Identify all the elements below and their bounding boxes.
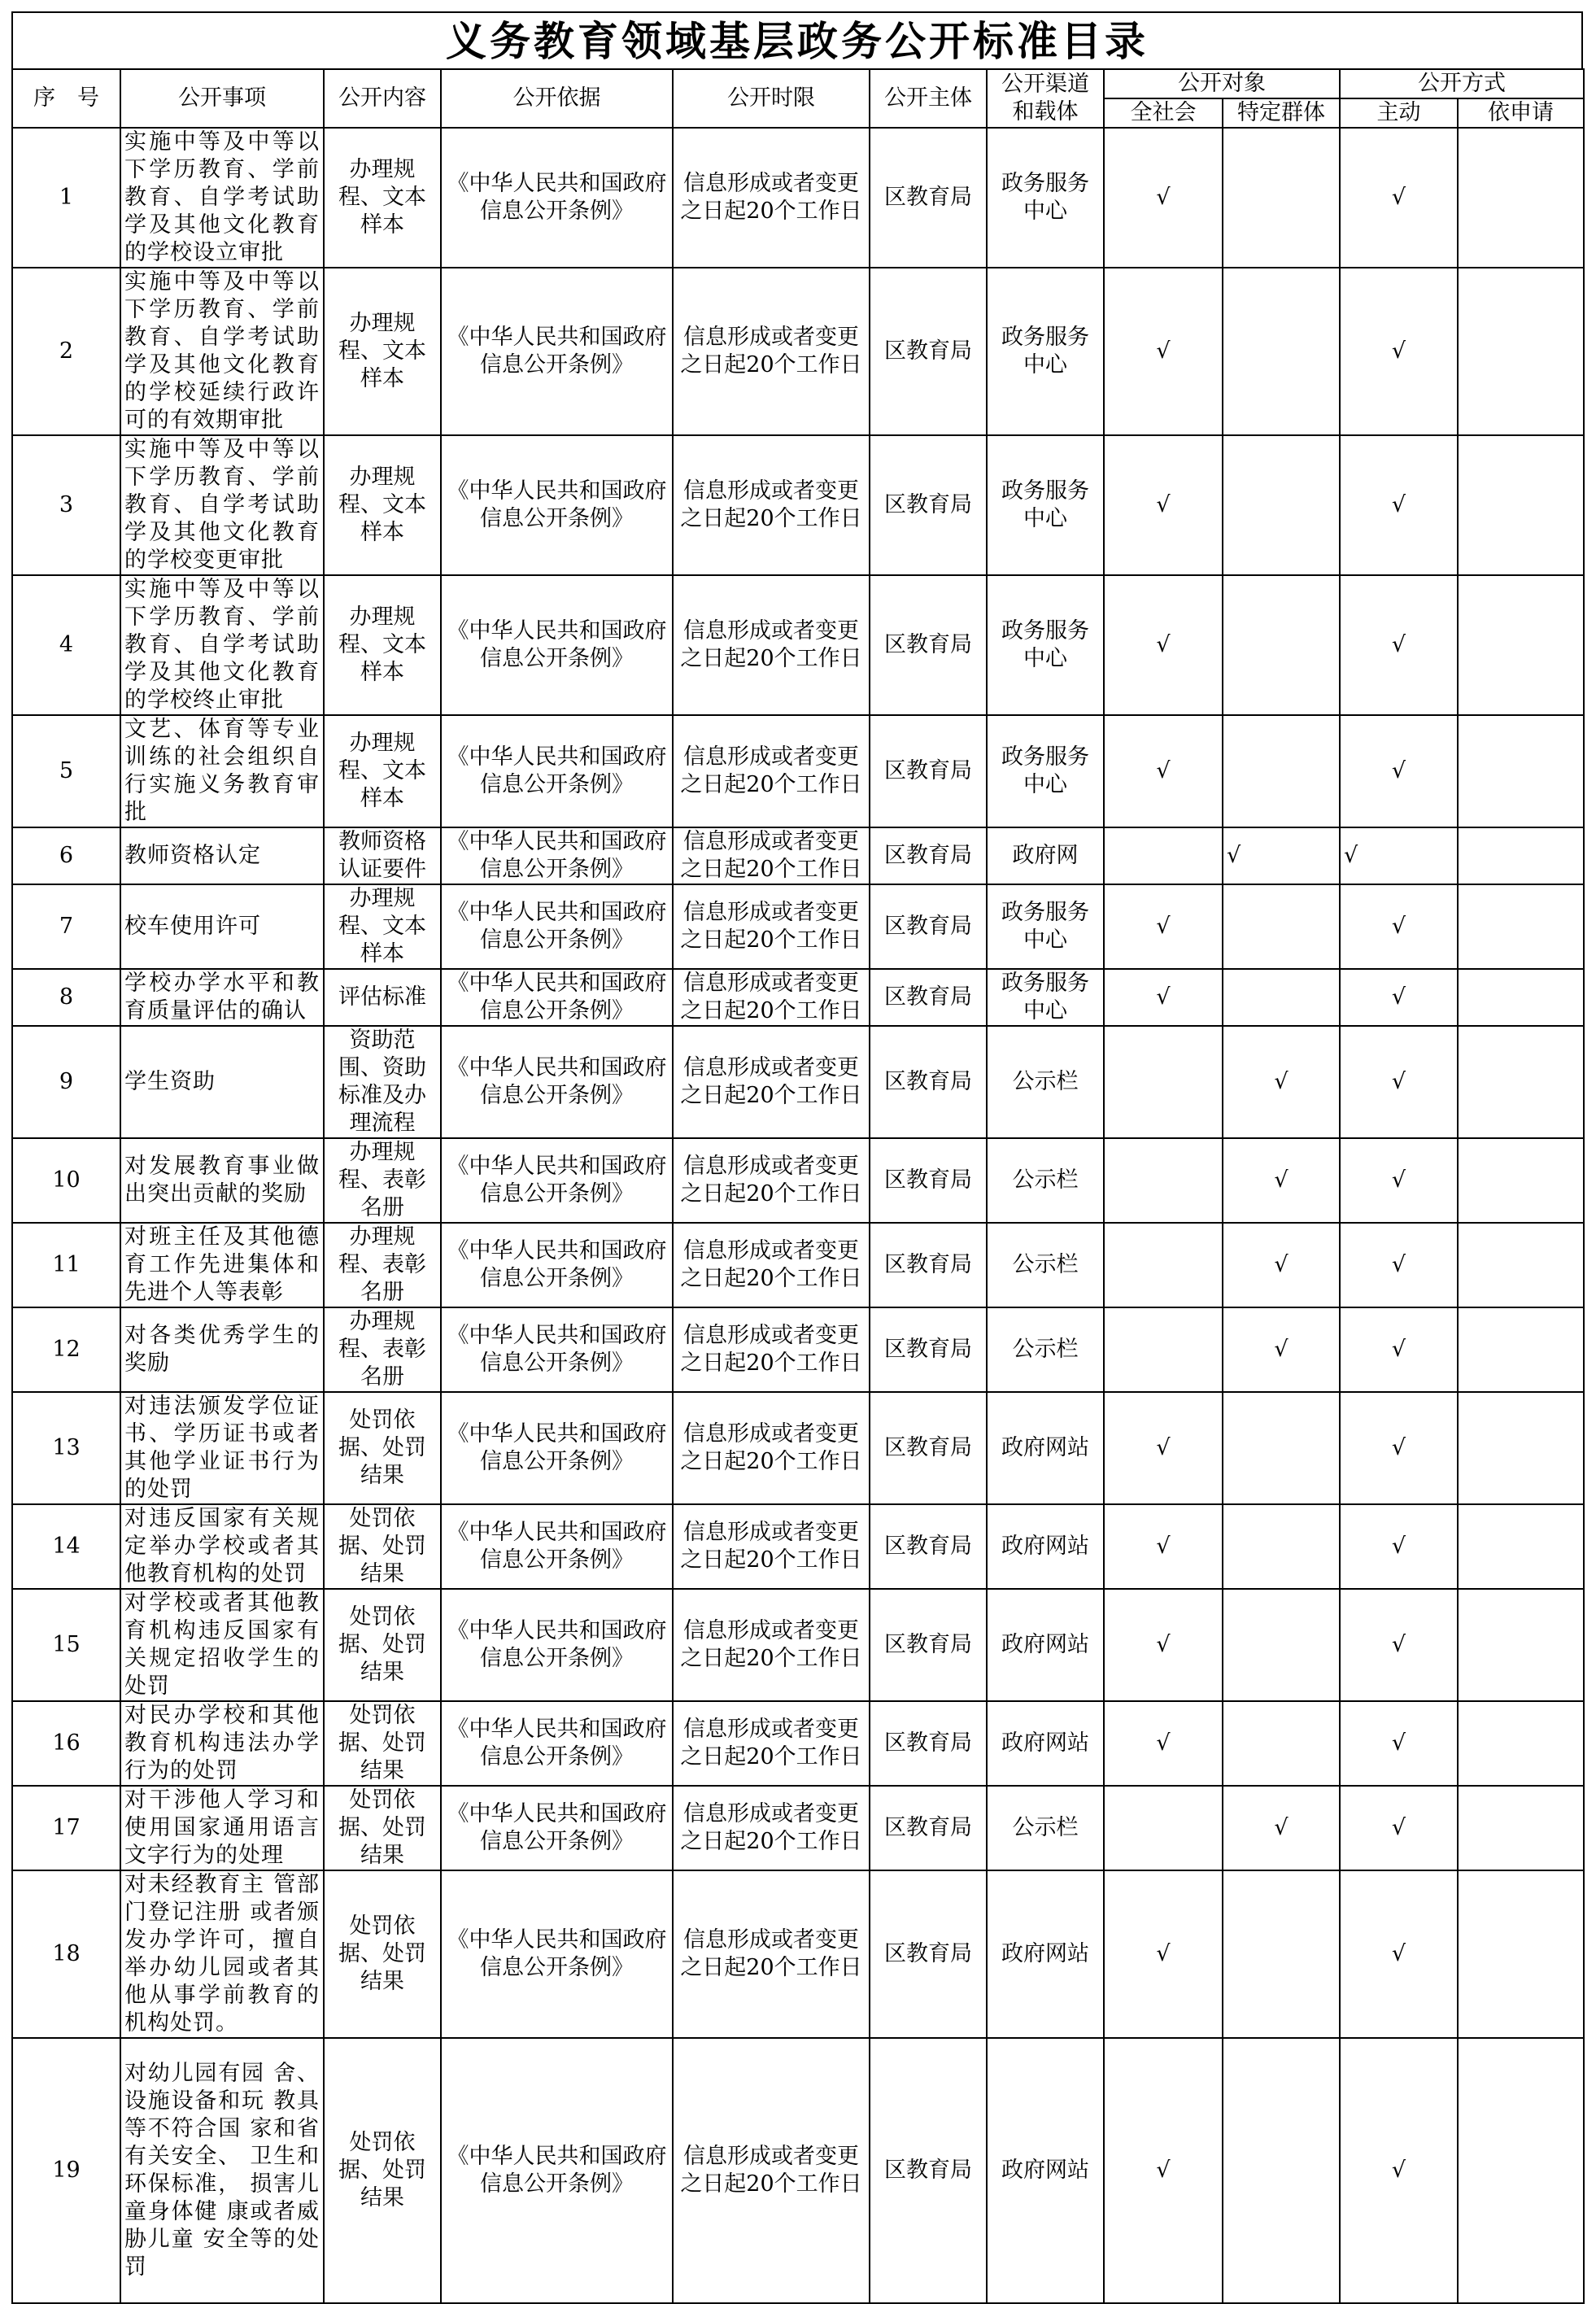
seq-cell: 13: [12, 1392, 120, 1504]
channel-cell: 政务服务中心: [987, 268, 1104, 435]
time-limit-cell: 信息形成或者变更之日起20个工作日: [673, 1138, 870, 1223]
table-row: [12, 575, 1584, 715]
basis-cell: 《中华人民共和国政府信息公开条例》: [441, 1307, 673, 1392]
time-limit-cell: 信息形成或者变更之日起20个工作日: [673, 1392, 870, 1504]
header-method-active: 主动: [1340, 98, 1458, 128]
header-item: 公开事项: [120, 69, 324, 128]
channel-cell: 政府网站: [987, 1701, 1104, 1786]
method-request-check: [1458, 2038, 1584, 2303]
table-row: [12, 1392, 1584, 1504]
channel-cell: 公示栏: [987, 1026, 1104, 1138]
subject-cell: 区教育局: [870, 575, 987, 715]
table-row: [12, 1786, 1584, 1870]
item-cell: 对干涉他人学习和使用国家通用语言文字行为的处理: [120, 1786, 324, 1870]
target-all-check: √: [1104, 268, 1223, 435]
content-cell: 办理规程、文本样本: [324, 715, 441, 827]
method-request-check: [1458, 1504, 1584, 1589]
time-limit-cell: 信息形成或者变更之日起20个工作日: [673, 1307, 870, 1392]
target-all-check: √: [1104, 2038, 1223, 2303]
item-cell: 对民办学校和其他教育机构违法办学行为的处罚: [120, 1701, 324, 1786]
item-cell: 对未经教育主 管部门登记注册 或者颁发办学许可，擅自举办幼儿园或者其他从事学前教育的机构处罚。: [120, 1870, 324, 2038]
subject-cell: 区教育局: [870, 969, 987, 1026]
table-row: [12, 435, 1584, 575]
time-limit-cell: 信息形成或者变更之日起20个工作日: [673, 268, 870, 435]
content-cell: 办理规程、表彰名册: [324, 1138, 441, 1223]
channel-cell: 政务服务中心: [987, 435, 1104, 575]
header-channel: 公开渠道和载体: [987, 69, 1104, 128]
basis-cell: 《中华人民共和国政府信息公开条例》: [441, 827, 673, 884]
content-cell: 教师资格认证要件: [324, 827, 441, 884]
table-row: [12, 1870, 1584, 2038]
time-limit-cell: 信息形成或者变更之日起20个工作日: [673, 1589, 870, 1701]
basis-cell: 《中华人民共和国政府信息公开条例》: [441, 1870, 673, 2038]
method-active-check: √: [1340, 1504, 1458, 1589]
item-cell: 对各类优秀学生的奖励: [120, 1307, 324, 1392]
content-cell: 办理规程、表彰名册: [324, 1307, 441, 1392]
subject-cell: 区教育局: [870, 1223, 987, 1307]
target-specific-check: [1223, 128, 1340, 268]
target-all-check: √: [1104, 128, 1223, 268]
content-cell: 评估标准: [324, 969, 441, 1026]
method-active-check: √: [1340, 715, 1458, 827]
method-active-check: √: [1340, 1026, 1458, 1138]
subject-cell: 区教育局: [870, 1138, 987, 1223]
seq-cell: 16: [12, 1701, 120, 1786]
item-cell: 实施中等及中等以下学历教育、学前教育、自学考试助学及其他文化教育的学校变更审批: [120, 435, 324, 575]
method-request-check: [1458, 884, 1584, 969]
item-cell: 教师资格认定: [120, 827, 324, 884]
seq-cell: 11: [12, 1223, 120, 1307]
method-active-check: √: [1340, 1138, 1458, 1223]
method-request-check: [1458, 827, 1584, 884]
target-all-check: √: [1104, 1870, 1223, 2038]
time-limit-cell: 信息形成或者变更之日起20个工作日: [673, 1223, 870, 1307]
seq-cell: 10: [12, 1138, 120, 1223]
subject-cell: 区教育局: [870, 1589, 987, 1701]
table-row: [12, 884, 1584, 969]
time-limit-cell: 信息形成或者变更之日起20个工作日: [673, 715, 870, 827]
seq-cell: 1: [12, 128, 120, 268]
basis-cell: 《中华人民共和国政府信息公开条例》: [441, 1026, 673, 1138]
method-active-check: √: [1340, 1701, 1458, 1786]
method-request-check: [1458, 575, 1584, 715]
channel-cell: 公示栏: [987, 1786, 1104, 1870]
subject-cell: 区教育局: [870, 268, 987, 435]
channel-cell: 政府网站: [987, 1589, 1104, 1701]
time-limit-cell: 信息形成或者变更之日起20个工作日: [673, 575, 870, 715]
seq-cell: 14: [12, 1504, 120, 1589]
content-cell: 处罚依据、处罚结果: [324, 1504, 441, 1589]
channel-cell: 公示栏: [987, 1223, 1104, 1307]
item-cell: 学校办学水平和教育质量评估的确认: [120, 969, 324, 1026]
subject-cell: 区教育局: [870, 827, 987, 884]
time-limit-cell: 信息形成或者变更之日起20个工作日: [673, 884, 870, 969]
basis-cell: 《中华人民共和国政府信息公开条例》: [441, 1786, 673, 1870]
method-request-check: [1458, 1589, 1584, 1701]
item-cell: 对违反国家有关规定举办学校或者其他教育机构的处罚: [120, 1504, 324, 1589]
target-all-check: [1104, 1307, 1223, 1392]
seq-cell: 6: [12, 827, 120, 884]
table-row: [12, 1307, 1584, 1392]
seq-cell: 5: [12, 715, 120, 827]
method-request-check: [1458, 969, 1584, 1026]
method-request-check: [1458, 128, 1584, 268]
table-row: [12, 1504, 1584, 1589]
target-specific-check: [1223, 435, 1340, 575]
basis-cell: 《中华人民共和国政府信息公开条例》: [441, 884, 673, 969]
seq-cell: 4: [12, 575, 120, 715]
header-subject: 公开主体: [870, 69, 987, 128]
method-request-check: [1458, 1701, 1584, 1786]
content-cell: 办理规程、文本样本: [324, 128, 441, 268]
target-all-check: [1104, 827, 1223, 884]
method-active-check: √: [1340, 128, 1458, 268]
target-specific-check: √: [1223, 1026, 1340, 1138]
subject-cell: 区教育局: [870, 715, 987, 827]
target-all-check: √: [1104, 715, 1223, 827]
basis-cell: 《中华人民共和国政府信息公开条例》: [441, 1138, 673, 1223]
channel-cell: 政务服务中心: [987, 969, 1104, 1026]
item-cell: 对班主任及其他德育工作先进集体和先进个人等表彰: [120, 1223, 324, 1307]
method-active-check: √: [1340, 1223, 1458, 1307]
seq-cell: 2: [12, 268, 120, 435]
content-cell: 处罚依据、处罚结果: [324, 1870, 441, 2038]
basis-cell: 《中华人民共和国政府信息公开条例》: [441, 128, 673, 268]
channel-cell: 政府网: [987, 827, 1104, 884]
subject-cell: 区教育局: [870, 1392, 987, 1504]
target-specific-check: [1223, 1589, 1340, 1701]
subject-cell: 区教育局: [870, 435, 987, 575]
basis-cell: 《中华人民共和国政府信息公开条例》: [441, 435, 673, 575]
content-cell: 办理规程、文本样本: [324, 884, 441, 969]
target-all-check: √: [1104, 575, 1223, 715]
subject-cell: 区教育局: [870, 2038, 987, 2303]
item-cell: 文艺、体育等专业训练的社会组织自行实施义务教育审批: [120, 715, 324, 827]
channel-cell: 政务服务中心: [987, 128, 1104, 268]
target-specific-check: [1223, 575, 1340, 715]
method-active-check: √: [1340, 2038, 1458, 2303]
time-limit-cell: 信息形成或者变更之日起20个工作日: [673, 969, 870, 1026]
seq-cell: 3: [12, 435, 120, 575]
basis-cell: 《中华人民共和国政府信息公开条例》: [441, 1589, 673, 1701]
item-cell: 对发展教育事业做出突出贡献的奖励: [120, 1138, 324, 1223]
target-specific-check: √: [1223, 1307, 1340, 1392]
target-all-check: √: [1104, 884, 1223, 969]
item-cell: 对幼儿园有园 舍、设施设备和玩 教具等不符合国 家和省有关安全、 卫生和环保标准， 损害儿童身体健 康或者威胁儿童 安全等的处罚: [120, 2038, 324, 2303]
seq-cell: 19: [12, 2038, 120, 2303]
method-active-check: √: [1340, 435, 1458, 575]
content-cell: 处罚依据、处罚结果: [324, 1392, 441, 1504]
catalog-table: [11, 68, 1585, 2304]
target-specific-check: [1223, 715, 1340, 827]
content-cell: 处罚依据、处罚结果: [324, 1589, 441, 1701]
subject-cell: 区教育局: [870, 1026, 987, 1138]
method-request-check: [1458, 1138, 1584, 1223]
table-row: [12, 1138, 1584, 1223]
target-specific-check: √: [1223, 1786, 1340, 1870]
header-time-limit: 公开时限: [673, 69, 870, 128]
time-limit-cell: 信息形成或者变更之日起20个工作日: [673, 435, 870, 575]
method-active-check: √: [1340, 575, 1458, 715]
seq-cell: 18: [12, 1870, 120, 2038]
table-row: [12, 827, 1584, 884]
channel-cell: 政府网站: [987, 2038, 1104, 2303]
basis-cell: 《中华人民共和国政府信息公开条例》: [441, 1223, 673, 1307]
method-request-check: [1458, 715, 1584, 827]
channel-cell: 政务服务中心: [987, 575, 1104, 715]
time-limit-cell: 信息形成或者变更之日起20个工作日: [673, 1504, 870, 1589]
seq-cell: 8: [12, 969, 120, 1026]
header-method-request: 依申请: [1458, 98, 1584, 128]
table-row: [12, 715, 1584, 827]
content-cell: 处罚依据、处罚结果: [324, 1786, 441, 1870]
time-limit-cell: 信息形成或者变更之日起20个工作日: [673, 128, 870, 268]
table-row: [12, 1223, 1584, 1307]
method-request-check: [1458, 1870, 1584, 2038]
table-row: [12, 128, 1584, 268]
item-cell: 对学校或者其他教育机构违反国家有关规定招收学生的处罚: [120, 1589, 324, 1701]
subject-cell: 区教育局: [870, 1786, 987, 1870]
method-request-check: [1458, 435, 1584, 575]
table-row: [12, 1026, 1584, 1138]
basis-cell: 《中华人民共和国政府信息公开条例》: [441, 969, 673, 1026]
method-active-check: √: [1340, 1307, 1458, 1392]
subject-cell: 区教育局: [870, 1504, 987, 1589]
item-cell: 学生资助: [120, 1026, 324, 1138]
target-specific-check: [1223, 2038, 1340, 2303]
target-specific-check: [1223, 268, 1340, 435]
target-specific-check: √: [1223, 827, 1340, 884]
table-row: [12, 268, 1584, 435]
basis-cell: 《中华人民共和国政府信息公开条例》: [441, 2038, 673, 2303]
target-all-check: √: [1104, 969, 1223, 1026]
method-active-check: √: [1340, 827, 1458, 884]
method-request-check: [1458, 1307, 1584, 1392]
target-specific-check: [1223, 969, 1340, 1026]
target-specific-check: [1223, 1701, 1340, 1786]
seq-cell: 12: [12, 1307, 120, 1392]
content-cell: 处罚依据、处罚结果: [324, 1701, 441, 1786]
header-content: 公开内容: [324, 69, 441, 128]
basis-cell: 《中华人民共和国政府信息公开条例》: [441, 715, 673, 827]
subject-cell: 区教育局: [870, 128, 987, 268]
subject-cell: 区教育局: [870, 1701, 987, 1786]
target-all-check: √: [1104, 1701, 1223, 1786]
table-body: [12, 128, 1584, 2303]
method-active-check: √: [1340, 884, 1458, 969]
item-cell: 实施中等及中等以下学历教育、学前教育、自学考试助学及其他文化教育的学校设立审批: [120, 128, 324, 268]
method-active-check: √: [1340, 1870, 1458, 2038]
method-request-check: [1458, 1786, 1584, 1870]
method-request-check: [1458, 1026, 1584, 1138]
time-limit-cell: 信息形成或者变更之日起20个工作日: [673, 1701, 870, 1786]
channel-cell: 政府网站: [987, 1392, 1104, 1504]
channel-cell: 政务服务中心: [987, 884, 1104, 969]
target-all-check: √: [1104, 1589, 1223, 1701]
channel-cell: 政府网站: [987, 1870, 1104, 2038]
header-method: 公开方式: [1340, 69, 1584, 98]
header-target-all: 全社会: [1104, 98, 1223, 128]
time-limit-cell: 信息形成或者变更之日起20个工作日: [673, 1786, 870, 1870]
method-request-check: [1458, 268, 1584, 435]
seq-cell: 9: [12, 1026, 120, 1138]
seq-cell: 17: [12, 1786, 120, 1870]
seq-cell: 15: [12, 1589, 120, 1701]
table-row: [12, 1589, 1584, 1701]
header-target-specific: 特定群体: [1223, 98, 1340, 128]
page-title: 义务教育领域基层政务公开标准目录: [11, 11, 1583, 68]
content-cell: 办理规程、文本样本: [324, 435, 441, 575]
content-cell: 办理规程、表彰名册: [324, 1223, 441, 1307]
target-specific-check: [1223, 1870, 1340, 2038]
item-cell: 对违法颁发学位证书、学历证书或者其他学业证书行为的处罚: [120, 1392, 324, 1504]
target-all-check: [1104, 1223, 1223, 1307]
header-target: 公开对象: [1104, 69, 1340, 98]
method-request-check: [1458, 1392, 1584, 1504]
target-specific-check: √: [1223, 1138, 1340, 1223]
subject-cell: 区教育局: [870, 884, 987, 969]
time-limit-cell: 信息形成或者变更之日起20个工作日: [673, 1870, 870, 2038]
channel-cell: 公示栏: [987, 1138, 1104, 1223]
time-limit-cell: 信息形成或者变更之日起20个工作日: [673, 1026, 870, 1138]
channel-cell: 政务服务中心: [987, 715, 1104, 827]
target-specific-check: [1223, 1504, 1340, 1589]
table-row: [12, 969, 1584, 1026]
basis-cell: 《中华人民共和国政府信息公开条例》: [441, 575, 673, 715]
basis-cell: 《中华人民共和国政府信息公开条例》: [441, 1392, 673, 1504]
method-active-check: √: [1340, 1392, 1458, 1504]
time-limit-cell: 信息形成或者变更之日起20个工作日: [673, 827, 870, 884]
item-cell: 校车使用许可: [120, 884, 324, 969]
subject-cell: 区教育局: [870, 1870, 987, 2038]
target-specific-check: [1223, 884, 1340, 969]
item-cell: 实施中等及中等以下学历教育、学前教育、自学考试助学及其他文化教育的学校延续行政许可的有效期审批: [120, 268, 324, 435]
method-active-check: √: [1340, 1786, 1458, 1870]
content-cell: 资助范围、资助标准及办理流程: [324, 1026, 441, 1138]
basis-cell: 《中华人民共和国政府信息公开条例》: [441, 268, 673, 435]
target-all-check: √: [1104, 1392, 1223, 1504]
target-all-check: [1104, 1786, 1223, 1870]
header-basis: 公开依据: [441, 69, 673, 128]
channel-cell: 政府网站: [987, 1504, 1104, 1589]
seq-cell: 7: [12, 884, 120, 969]
target-specific-check: [1223, 1392, 1340, 1504]
channel-cell: 公示栏: [987, 1307, 1104, 1392]
method-active-check: √: [1340, 1589, 1458, 1701]
content-cell: 处罚依据、处罚结果: [324, 2038, 441, 2303]
header-seq: 序 号: [12, 69, 120, 128]
content-cell: 办理规程、文本样本: [324, 575, 441, 715]
target-all-check: √: [1104, 1504, 1223, 1589]
table-row: [12, 2038, 1584, 2303]
target-all-check: [1104, 1138, 1223, 1223]
item-cell: 实施中等及中等以下学历教育、学前教育、自学考试助学及其他文化教育的学校终止审批: [120, 575, 324, 715]
content-cell: 办理规程、文本样本: [324, 268, 441, 435]
method-active-check: √: [1340, 268, 1458, 435]
table-row: [12, 1701, 1584, 1786]
basis-cell: 《中华人民共和国政府信息公开条例》: [441, 1504, 673, 1589]
time-limit-cell: 信息形成或者变更之日起20个工作日: [673, 2038, 870, 2303]
basis-cell: 《中华人民共和国政府信息公开条例》: [441, 1701, 673, 1786]
method-request-check: [1458, 1223, 1584, 1307]
target-all-check: √: [1104, 435, 1223, 575]
method-active-check: √: [1340, 969, 1458, 1026]
target-all-check: [1104, 1026, 1223, 1138]
target-specific-check: √: [1223, 1223, 1340, 1307]
subject-cell: 区教育局: [870, 1307, 987, 1392]
